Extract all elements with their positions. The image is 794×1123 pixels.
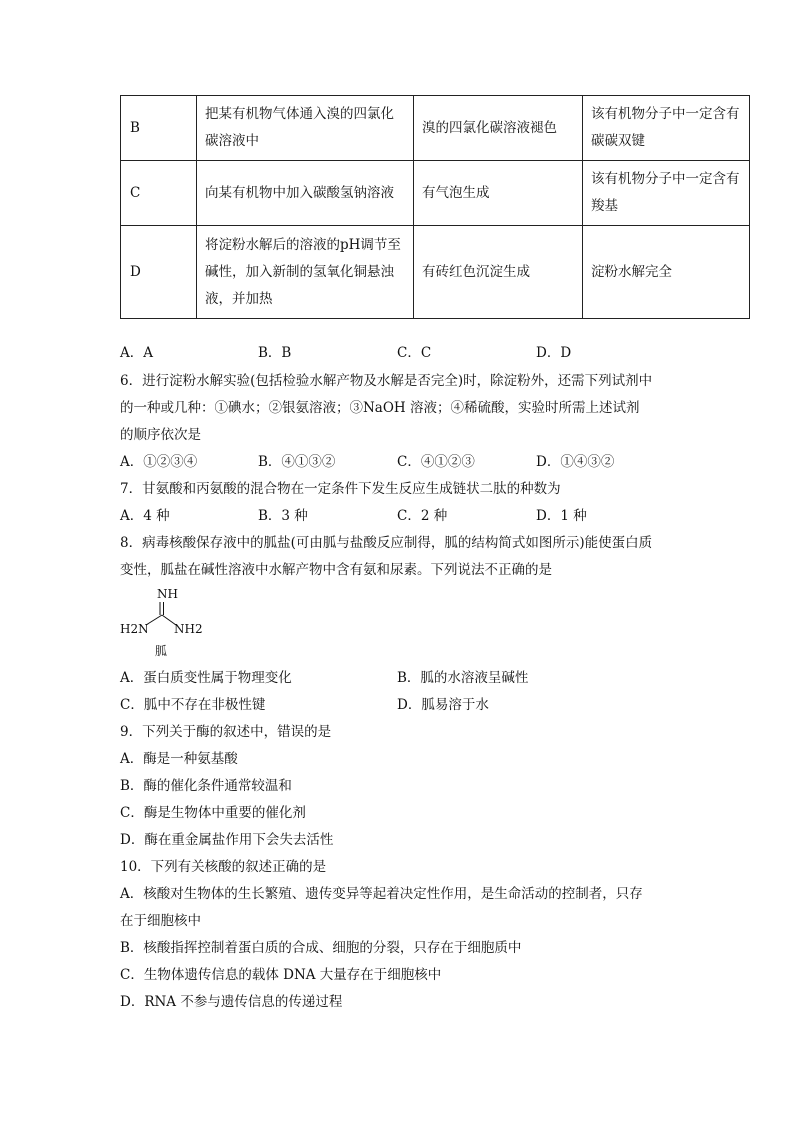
table-cell-conclusion: 该有机物分子中一定含有碳碳双键 xyxy=(583,96,750,161)
table-cell-phenomenon: 有气泡生成 xyxy=(414,161,583,226)
q10-option-a-line2: 在于细胞核中 xyxy=(120,913,201,929)
q10-option-a-line1: A．核酸对生物体的生长繁殖、遗传变异等起着决定性作用，是生命活动的控制者，只存 xyxy=(120,886,643,902)
q6-stem-line1: 6．进行淀粉水解实验(包括检验水解产物及水解是否完全)时，除淀粉外，还需下列试剂中 xyxy=(120,373,653,389)
q8-option-b: B．胍的水溶液呈碱性 xyxy=(397,670,529,686)
q9-option-c: C．酶是生物体中重要的催化剂 xyxy=(120,805,306,821)
q8-option-a: A．蛋白质变性属于物理变化 xyxy=(120,670,292,686)
guanidine-structure-drawing xyxy=(120,585,210,661)
q6-stem-line3: 的顺序依次是 xyxy=(120,427,201,443)
structure-caption: 胍 xyxy=(155,644,168,658)
q6-option-d: D．①④③② xyxy=(536,454,615,470)
table-cell-phenomenon: 溴的四氯化碳溶液褪色 xyxy=(414,96,583,161)
experiment-table xyxy=(120,95,750,319)
q8-option-d: D．胍易溶于水 xyxy=(397,697,489,713)
q5-option-b: B．B xyxy=(258,345,292,361)
q7-stem: 7．甘氨酸和丙氨酸的混合物在一定条件下发生反应生成链状二肽的种数为 xyxy=(120,481,561,497)
q8-stem-line2: 变性，胍盐在碱性溶液中水解产物中含有氨和尿素。下列说法不正确的是 xyxy=(120,562,552,578)
table-row xyxy=(121,226,750,319)
q5-option-d: D．D xyxy=(536,345,572,361)
table-cell-operation: 向某有机物中加入碳酸氢钠溶液 xyxy=(197,161,414,226)
q7-option-d: D．1 种 xyxy=(536,508,587,524)
table-cell-operation: 将淀粉水解后的溶液的pH调节至碱性，加入新制的氢氧化铜悬浊液，并加热 xyxy=(197,226,414,319)
q9-option-d: D．酶在重金属盐作用下会失去活性 xyxy=(120,832,334,848)
guanidine-structure xyxy=(120,585,210,661)
q9-stem: 9．下列关于酶的叙述中，错误的是 xyxy=(120,724,332,740)
q5-option-c: C．C xyxy=(397,345,432,361)
structure-right-label: NH2 xyxy=(174,622,203,636)
q6-option-a: A．①②③④ xyxy=(120,454,198,470)
q10-option-c: C．生物体遗传信息的载体 DNA 大量存在于细胞核中 xyxy=(120,967,442,983)
table-cell-operation: 把某有机物气体通入溴的四氯化碳溶液中 xyxy=(197,96,414,161)
q7-option-b: B．3 种 xyxy=(258,508,308,524)
structure-left-label: H2N xyxy=(120,622,149,636)
q10-option-b: B．核酸指挥控制着蛋白质的合成、细胞的分裂，只存在于细胞质中 xyxy=(120,940,522,956)
table-row xyxy=(121,161,750,226)
q9-option-a: A．酶是一种氨基酸 xyxy=(120,751,238,767)
q10-stem: 10．下列有关核酸的叙述正确的是 xyxy=(120,859,327,875)
q8-option-c: C．胍中不存在非极性键 xyxy=(120,697,266,713)
q5-option-a: A．A xyxy=(120,345,153,361)
q10-option-d: D．RNA 不参与遗传信息的传递过程 xyxy=(120,994,343,1010)
table-cell-label: D xyxy=(121,226,197,319)
q9-option-b: B．酶的催化条件通常较温和 xyxy=(120,778,292,794)
q6-option-b: B．④①③② xyxy=(258,454,336,470)
q7-option-a: A．4 种 xyxy=(120,508,170,524)
q6-option-c: C．④①②③ xyxy=(397,454,475,470)
table-cell-conclusion: 淀粉水解完全 xyxy=(583,226,750,319)
table-cell-label: C xyxy=(121,161,197,226)
structure-nh-label: NH xyxy=(157,587,178,601)
table-cell-conclusion: 该有机物分子中一定含有羧基 xyxy=(583,161,750,226)
q6-stem-line2: 的一种或几种：①碘水；②银氨溶液；③NaOH 溶液；④稀硫酸，实验时所需上述试剂 xyxy=(120,400,640,416)
q7-option-c: C．2 种 xyxy=(397,508,448,524)
table-row xyxy=(121,96,750,161)
table-cell-label: B xyxy=(121,96,197,161)
q8-stem-line1: 8．病毒核酸保存液中的胍盐(可由胍与盐酸反应制得，胍的结构简式如图所示)能使蛋白质 xyxy=(120,535,653,551)
table-cell-phenomenon: 有砖红色沉淀生成 xyxy=(414,226,583,319)
